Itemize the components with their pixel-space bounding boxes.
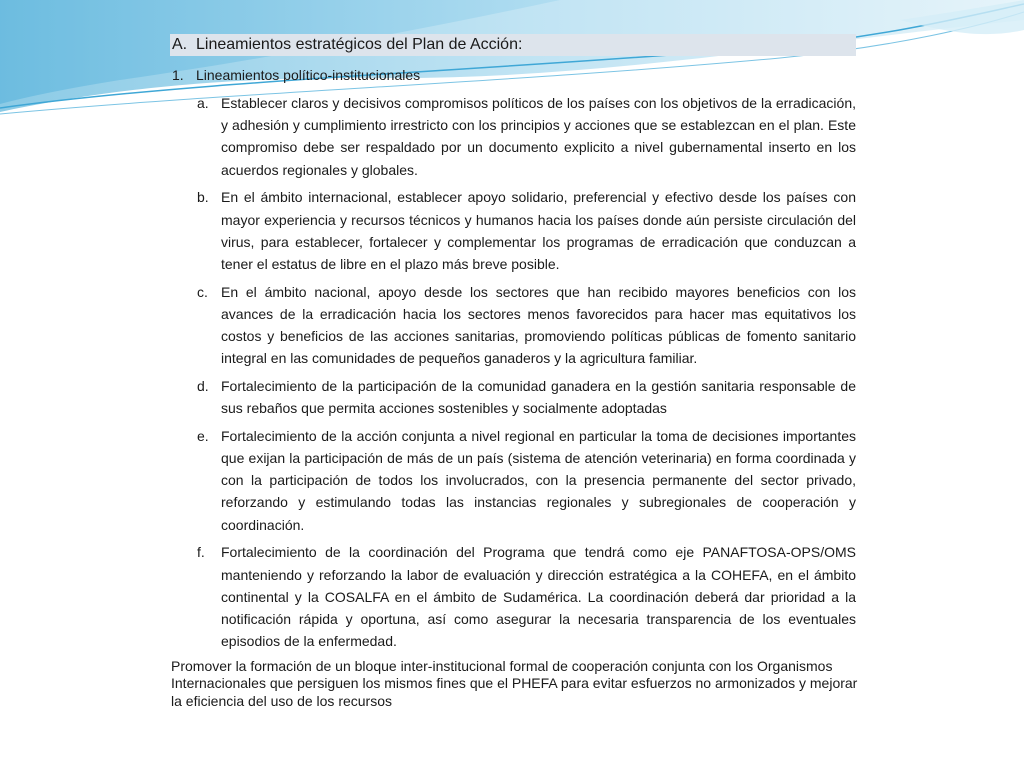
list-item-text: Fortalecimiento de la participación de la comunidad ganadera en la gestión sanitaria responsable de sus rebaños que permita acciones sostenibles y socialmente adoptadas xyxy=(221,377,856,417)
list-item xyxy=(170,281,856,370)
list-item-marker: d. xyxy=(197,377,209,394)
list-item-marker: b. xyxy=(197,189,209,206)
list-item-text: En el ámbito nacional, apoyo desde los sectores que han recibido mayores beneficios con los avances de la erradicación hacia los sectores menos favorecidos para hacer mas equitativos los costos y beneficios de las acciones sanitarias, promoviendo políticas públicas de fomento sanitario integral en las comunidades de pequeños ganaderos y la agricultura familiar. xyxy=(221,283,856,367)
list-item xyxy=(170,375,856,419)
list-item xyxy=(170,425,856,536)
list-item-marker: f. xyxy=(197,544,205,561)
list-item-text: Fortalecimiento de la acción conjunta a nivel regional en particular la toma de decisiones importantes que exijan la participación de más de un país (sistema de atención veterinaria) en forma coordinada y con la participación de todos los involucrados, con la presencia permanente del sector privado, reforzando y estimulando todas las instancias regionales y subregionales de cooperación y coordinación. xyxy=(221,427,856,533)
list-item xyxy=(170,541,856,652)
list-item-marker: c. xyxy=(197,283,208,300)
sub-heading xyxy=(172,66,856,86)
section-title: Lineamientos estratégicos del Plan de Acción: xyxy=(196,36,523,53)
slide-content xyxy=(170,34,856,710)
list-item-marker: e. xyxy=(197,427,209,444)
list-item xyxy=(170,186,856,275)
list-item xyxy=(170,92,856,181)
section-heading xyxy=(170,34,856,56)
sub-heading-number: 1. xyxy=(172,67,184,83)
closing-paragraph: Promover la formación de un bloque inter-institucional formal de cooperación conjunta con los Organismos Internacionales que persiguen los mismos fines que el PHEFA para evitar esfuerzos no armonizados y mejorar la eficiencia del uso de los recursos xyxy=(171,657,858,709)
list-item-text: En el ámbito internacional, establecer apoyo solidario, preferencial y efectivo desde los países con mayor experiencia y recursos técnicos y humanos hacia los países donde aún persiste circulación del virus, para establecer, fortalecer y complementar los programas de erradicación que conduzcan a tener el estatus de libre en el plazo más breve posible. xyxy=(221,189,856,272)
sub-heading-title: Lineamientos político-institucionales xyxy=(196,67,421,83)
list-item-text: Establecer claros y decisivos compromisos políticos de los países con los objetivos de la erradicación, y adhesión y cumplimiento irrestricto con los principios y acciones que se establezcan en el plan. Este compromiso debe ser respaldado por un documento explicito a nivel gubernamental inserto en los acuerdos regionales y globales. xyxy=(221,95,856,178)
section-letter: A. xyxy=(172,36,188,53)
list-item-marker: a. xyxy=(197,95,209,111)
guideline-list xyxy=(170,92,856,652)
list-item-text: Fortalecimiento de la coordinación del Programa que tendrá como eje PANAFTOSA-OPS/OMS manteniendo y reforzando la labor de evaluación y dirección estratégica a la COHEFA, en el ámbito continental y la COSALFA en el ámbito de Sudamérica. La coordinación deberá dar prioridad a la notificación rápida y oportuna, así como asegurar la necesaria transparencia de los eventuales episodios de la enfermedad. xyxy=(221,544,856,650)
